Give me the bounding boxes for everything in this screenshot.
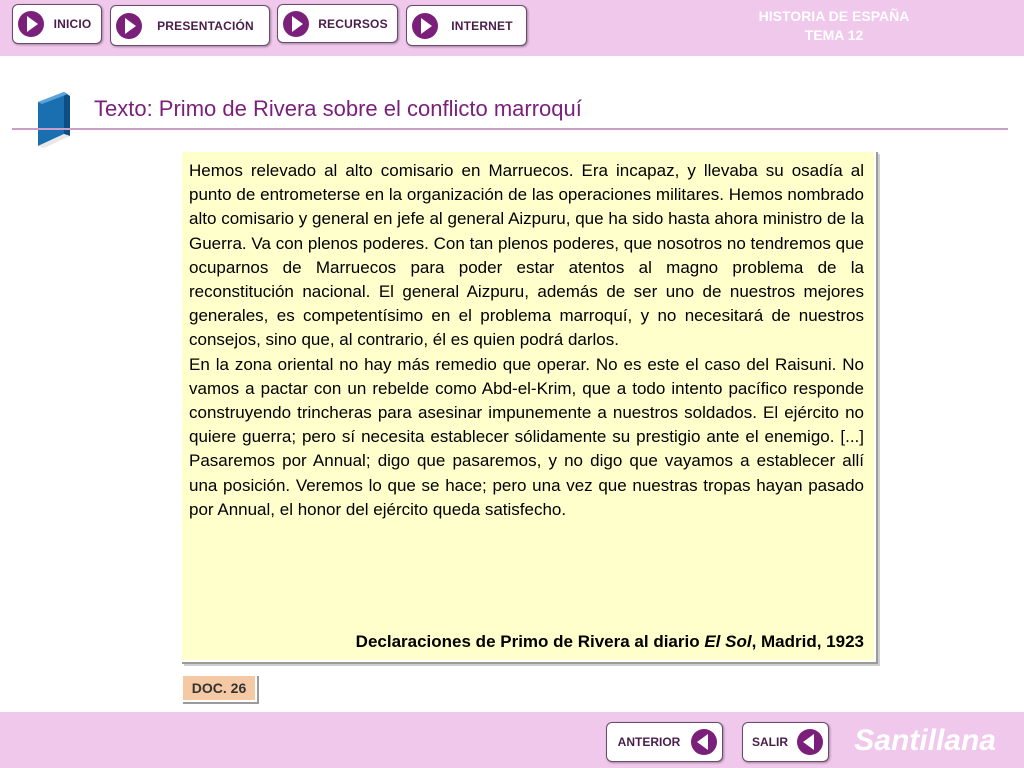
source-suffix: , Madrid, 1923: [751, 632, 864, 651]
document-paragraph: Hemos relevado al alto comisario en Marruecos. Era incapaz, y llevaba su osadía al punto de entrometerse en la organización de las operaciones militares. Hemos nombrado alto comisario y general en jefe al general Aizpuru, que ha sido hasta ahora ministro de la Guerra. Va con plenos poderes. Con tan plenos poderes, que nosotros no tendremos que ocuparnos de Marruecos para poder estar atentos al magno problema de la reconstitución nacional. El general Aizpuru, además de ser uno de nuestros mejores generales, es competentísimo en el problema marroquí, y no necesitará de nuestros consejos, sino que, al contrario, él es quien podrá darlos.: [189, 161, 864, 350]
play-icon: [116, 13, 142, 39]
book-icon: [34, 90, 74, 148]
source-prefix: Declaraciones de Primo de Rivera al diario: [355, 632, 705, 651]
play-icon: [412, 13, 438, 39]
nav-button-label: INICIO: [53, 17, 92, 31]
exit-button-label: SALIR: [752, 735, 788, 749]
page-title: Texto: Primo de Rivera sobre el conflicto marroquí: [94, 96, 582, 121]
nav-button-recursos[interactable]: [277, 4, 398, 43]
nav-button-label: PRESENTACIÓN: [157, 18, 254, 33]
document-tag: DOC. 26: [181, 674, 257, 702]
back-arrow-icon: [797, 729, 823, 755]
title-divider: [12, 128, 1008, 130]
course-subject: HISTORIA DE ESPAÑA: [758, 8, 910, 24]
document-source: [356, 632, 864, 652]
course-header: [734, 7, 934, 45]
course-unit: TEMA 12: [804, 27, 864, 43]
previous-button[interactable]: [606, 722, 723, 762]
nav-button-label: RECURSOS: [318, 16, 388, 31]
play-icon: [18, 11, 44, 37]
previous-button-label: ANTERIOR: [617, 735, 681, 749]
document-paragraph: En la zona oriental no hay más remedio que operar. No es este el caso del Raisuni. No vamos a pactar con un rebelde como Abd-el-Krim, que a todo intento pacífico responde construyendo trincheras para asesinar impunemente a nuestros soldados. El ejército no quiere guerra; pero sí necesita establecer sólidamente su prestigio ante el enemigo. [...] Pasaremos por Annual; digo que pasaremos, y no digo que vayamos a establecer allí una posición. Veremos lo que se hace; pero una vez que nuestras tropas hayan pasado por Annual, el honor del ejército queda satisfecho.: [189, 354, 864, 519]
nav-button-presentacion[interactable]: [110, 5, 270, 46]
play-icon: [283, 11, 309, 37]
document-box: [180, 150, 876, 662]
brand-logo: Santillana: [854, 724, 996, 757]
nav-button-internet[interactable]: [406, 5, 527, 46]
source-newspaper: El Sol: [704, 632, 752, 651]
nav-button-inicio[interactable]: [12, 4, 102, 44]
nav-button-label: INTERNET: [451, 18, 513, 33]
exit-button[interactable]: [742, 722, 829, 762]
back-arrow-icon: [691, 729, 717, 755]
